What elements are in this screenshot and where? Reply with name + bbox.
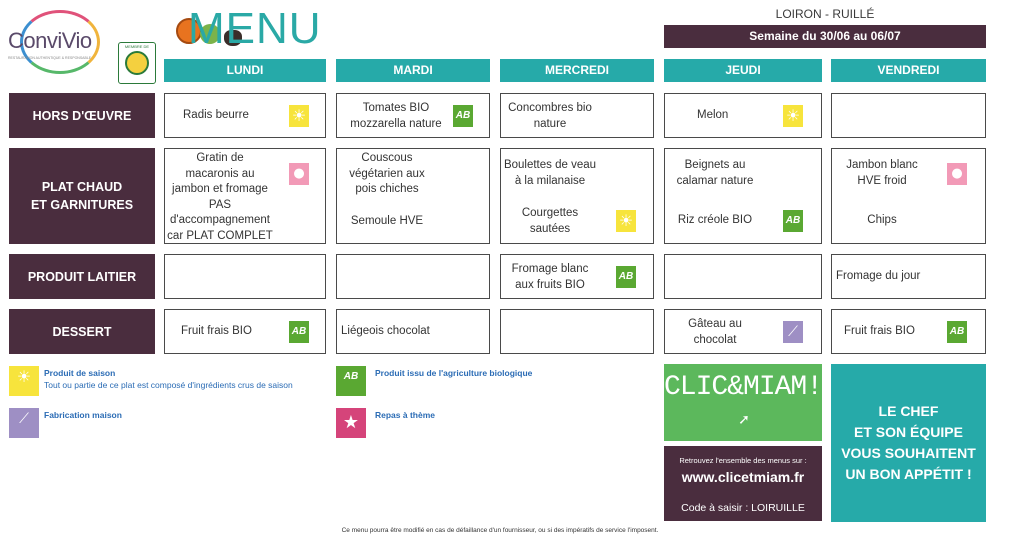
cell-laitier-jeudi: [664, 254, 822, 299]
legend-sun-icon: [9, 366, 39, 396]
cell-dessert-mardi: [336, 309, 490, 354]
dish-text: [501, 206, 599, 237]
cell-dessert-mercredi: [500, 309, 654, 354]
legend-saison-title: Produit de saison: [44, 368, 116, 378]
dish-line: d'accompagnement: [169, 214, 270, 226]
dish-line: sautées: [529, 222, 571, 235]
cell-hors-mardi: [336, 93, 490, 138]
row-label-text: HORS D'ŒUVRE: [32, 108, 132, 123]
cell-hors-lundi: [164, 93, 326, 138]
sun-icon: [616, 210, 636, 232]
dish-text: [165, 151, 275, 244]
row-label-dessert: [9, 309, 155, 354]
row-label-text: PLAT CHAUD: [41, 180, 123, 194]
day-header-jeudi: JEUDI: [664, 59, 822, 82]
ab-organic-icon: [783, 210, 803, 232]
dish-line: mozzarella nature: [350, 117, 442, 130]
cell-plat-vendredi: [831, 148, 986, 244]
dish-text: Fruit frais BIO: [181, 325, 252, 337]
pig-icon: [947, 163, 967, 185]
legend-saison-desc: Tout ou partie de ce plat est composé d'ingrédients crus de saison: [44, 380, 293, 390]
row-label-plat-chaud: [9, 148, 155, 244]
location-label: LOIRON - RUILLÉ: [775, 7, 875, 21]
legend-maison-title: Fabrication maison: [44, 410, 122, 420]
dish-text: [665, 158, 765, 189]
promo-intro: Retrouvez l'ensemble des menus sur :: [679, 456, 807, 465]
dish-line: Gratin de: [196, 152, 244, 164]
cell-plat-lundi: [164, 148, 326, 244]
day-header-vendredi: VENDREDI: [831, 59, 986, 82]
logo-text: ConviVio: [8, 28, 92, 53]
row-label-text: PRODUIT LAITIER: [27, 269, 137, 284]
sun-icon: [289, 105, 309, 127]
chef-line: VOUS SOUHAITENT: [841, 445, 976, 461]
dish-text: [337, 151, 437, 198]
dish-text: [832, 158, 932, 189]
dish-line: Courgettes: [521, 207, 579, 219]
dish-text: [501, 158, 599, 189]
dish-line: chocolat: [693, 333, 737, 346]
dish-text: Riz créole BIO: [677, 214, 753, 226]
day-header-mardi: MARDI: [336, 59, 490, 82]
dish-line: nature: [533, 117, 567, 130]
dish-text: [665, 317, 765, 348]
cell-laitier-lundi: [164, 254, 326, 299]
dish-text: Fromage du jour: [836, 270, 921, 282]
cell-dessert-vendredi: [831, 309, 986, 354]
logo-tagline: RESTAURATION AUTHENTIQUE & RESPONSABLE: [8, 56, 92, 60]
legend-theme-title: Repas à thème: [375, 410, 435, 420]
dish-text: Liégeois chocolat: [341, 325, 430, 337]
dish-line: PAS: [208, 198, 232, 211]
legend-star-icon: [336, 408, 366, 438]
clic-miam-logo: [664, 364, 822, 441]
whisk-icon: [783, 321, 803, 343]
ab-organic-icon: [289, 321, 309, 343]
dish-line: Gâteau au: [688, 318, 742, 330]
week-banner: Semaine du 30/06 au 06/07: [664, 25, 986, 48]
dish-text: [341, 101, 451, 132]
pig-icon: [289, 163, 309, 185]
day-header-lundi: LUNDI: [164, 59, 326, 82]
cell-plat-jeudi: [664, 148, 822, 244]
clicetmiam-promo: [664, 446, 822, 521]
dish-line: Boulettes de veau: [503, 159, 597, 171]
convivio-logo: [8, 6, 158, 80]
dish-line: macaronis au: [185, 167, 255, 180]
dish-line: Fromage blanc: [511, 263, 589, 275]
dish-text: Semoule HVE: [350, 215, 424, 227]
cell-plat-mercredi: [500, 148, 654, 244]
dish-text: Fruit frais BIO: [844, 325, 915, 337]
dish-line: Jambon blanc: [846, 159, 918, 171]
dish-line: Beignets au: [684, 159, 746, 171]
cursor-click-icon: ➚: [738, 412, 750, 428]
cell-dessert-jeudi: [664, 309, 822, 354]
cell-laitier-vendredi: [831, 254, 986, 299]
ab-organic-icon: [453, 105, 473, 127]
page-title: MENU: [188, 4, 322, 53]
dish-line: à la milanaise: [514, 174, 586, 187]
ab-organic-icon: [616, 266, 636, 288]
dish-text: Chips: [867, 214, 897, 226]
dish-line: calamar nature: [676, 174, 754, 187]
chef-message: [831, 364, 986, 522]
legend-whisk-icon: [9, 408, 39, 438]
cell-plat-mardi: [336, 148, 490, 244]
dish-line: Tomates BIO: [362, 102, 430, 114]
dish-line: Couscous: [361, 152, 413, 164]
dish-text: Radis beurre: [183, 109, 249, 121]
legend-bio-title: Produit issu de l'agriculture biologique: [375, 368, 533, 378]
dish-line: car PLAT COMPLET: [167, 229, 273, 242]
cell-laitier-mercredi: [500, 254, 654, 299]
chef-line: ET SON ÉQUIPE: [854, 424, 963, 440]
row-label-text: DESSERT: [52, 324, 112, 339]
sun-icon: [783, 105, 803, 127]
promo-code: Code à saisir : LOIRUILLE: [681, 502, 805, 514]
cell-hors-vendredi: [831, 93, 986, 138]
badge-emblem-icon: [125, 51, 149, 75]
badge-label: MEMBRE DE: [124, 44, 150, 49]
row-label-text: ET GARNITURES: [30, 198, 134, 212]
footer-disclaimer: Ce menu pourra être modifié en cas de défaillance d'un fournisseur, ou si des impératifs de service l'imposent.: [341, 527, 659, 534]
dish-line: aux fruits BIO: [515, 278, 585, 291]
cell-hors-jeudi: [664, 93, 822, 138]
row-label-produit-laitier: [9, 254, 155, 299]
dish-text: Melon: [697, 109, 729, 121]
day-header-mercredi: MERCREDI: [500, 59, 654, 82]
dish-line: Concombres bio: [508, 102, 592, 114]
dish-line: végétarien aux: [349, 167, 425, 180]
dish-text: [501, 262, 599, 293]
cell-laitier-mardi: [336, 254, 490, 299]
chef-line: LE CHEF: [878, 403, 939, 419]
ab-organic-icon: [947, 321, 967, 343]
cell-hors-mercredi: [500, 93, 654, 138]
dish-line: jambon et fromage: [172, 183, 268, 195]
row-label-hors-doeuvre: [9, 93, 155, 138]
clic-miam-logo-text: CLIC&MIAM!: [664, 372, 823, 403]
dish-line: HVE froid: [857, 174, 907, 187]
promo-url-link[interactable]: www.clicetmiam.fr: [681, 469, 805, 485]
legend-ab-organic-icon: [336, 366, 366, 396]
dish-text: [505, 101, 595, 132]
chef-line: UN BON APPÉTIT !: [845, 466, 972, 482]
cell-dessert-lundi: [164, 309, 326, 354]
membre-badge: [118, 42, 156, 84]
dish-line: pois chiches: [355, 183, 419, 195]
